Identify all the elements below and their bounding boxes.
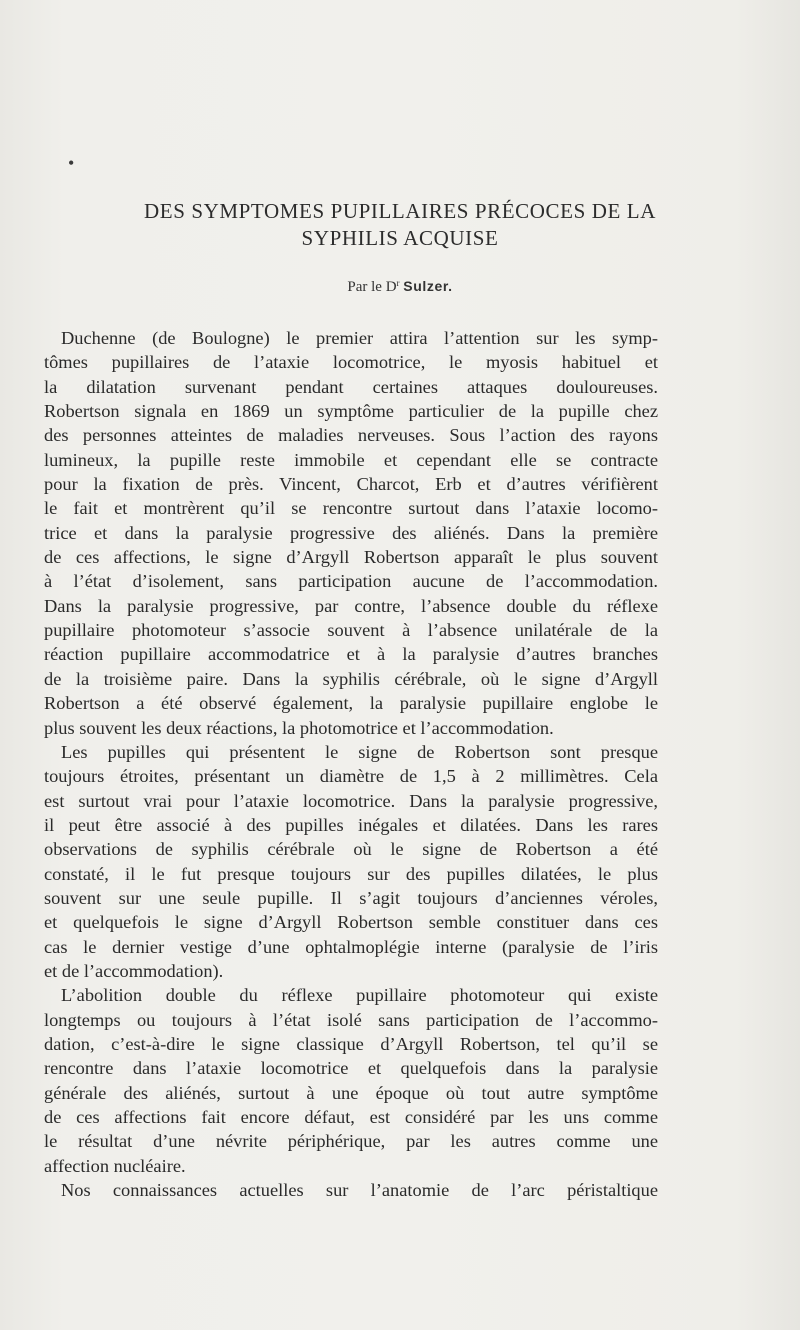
page-marker: • (68, 153, 75, 173)
text-line: pupillaire photomoteur s’associe souvent à l’absence unilatérale de la (44, 620, 658, 641)
text-line: longtemps ou toujours à l’état isolé sans participation de l’accommo- (44, 1009, 658, 1030)
author-name: Sulzer. (403, 278, 453, 294)
article-body (44, 326, 658, 1202)
text-line: la dilatation survenant pendant certaines attaques douloureuses. (44, 376, 658, 397)
author-byline (40, 278, 760, 296)
text-line: rencontre dans l’ataxie locomotrice et quelquefois dans la paralysie (44, 1058, 658, 1079)
title-line-2: SYPHILIS ACQUISE (301, 226, 499, 250)
text-line: cas le dernier vestige d’une ophtalmoplégie interne (paralysie de l’iris (44, 936, 658, 957)
text-line: lumineux, la pupille reste immobile et cependant elle se contracte (44, 449, 658, 470)
text-line: le fait et montrèrent qu’il se rencontre surtout dans l’ataxie locomo- (44, 498, 658, 519)
title-line-1: DES SYMPTOMES PUPILLAIRES PRÉCOCES DE LA (144, 199, 656, 223)
text-line: tômes pupillaires de l’ataxie locomotrice, le myosis habituel et (44, 352, 658, 373)
text-line: de la troisième paire. Dans la syphilis cérébrale, où le signe d’Argyll (44, 668, 658, 689)
text-line: de ces affections fait encore défaut, est considéré par les uns comme (44, 1107, 658, 1127)
text-line: est surtout vrai pour l’ataxie locomotrice. Dans la paralysie progressive, (44, 790, 658, 811)
text-line: réaction pupillaire accommodatrice et à la paralysie d’autres branches (44, 644, 658, 665)
text-line: à l’état d’isolement, sans participation aucune de l’accommodation. (44, 571, 658, 592)
text-line: toujours étroites, présentant un diamètre de 1,5 à 2 millimètres. Cela (44, 766, 658, 787)
text-line: dation, c’est-à-dire le signe classique d’Argyll Robertson, tel qu’il se (44, 1033, 658, 1054)
text-line: le résultat d’une névrite périphérique, par les autres comme une (44, 1131, 658, 1152)
text-line: Robertson a été observé également, la paralysie pupillaire englobe le (44, 693, 658, 714)
text-line: générale des aliénés, surtout à une époque où tout autre symptôme (44, 1082, 658, 1103)
text-line: plus souvent les deux réactions, la photomotrice et l’accommodation. (44, 717, 554, 738)
text-line: il peut être associé à des pupilles inégales et dilatées. Dans les rares (44, 814, 658, 835)
text-line: pour la fixation de près. Vincent, Charcot, Erb et d’autres vérifièrent (44, 474, 658, 495)
text-line: souvent sur une seule pupille. Il s’agit toujours d’anciennes véroles, (44, 887, 658, 908)
text-line: L’abolition double du réflexe pupillaire photomoteur qui existe (61, 985, 658, 1006)
text-line: des personnes atteintes de maladies nerveuses. Sous l’action des rayons (44, 425, 658, 446)
text-line: affection nucléaire. (44, 1155, 186, 1176)
text-line: et quelquefois le signe d’Argyll Robertson semble constituer dans ces (44, 912, 658, 933)
article-title (40, 198, 760, 252)
text-line: constaté, il le fut presque toujours sur des pupilles dilatées, le plus (44, 863, 658, 884)
text-line: de ces affections, le signe d’Argyll Robertson apparaît le plus souvent (44, 547, 658, 568)
text-line: observations de syphilis cérébrale où le signe de Robertson a été (44, 839, 658, 860)
text-line: trice et dans la paralysie progressive des aliénés. Dans la première (44, 522, 658, 543)
author-title-sup: r (396, 278, 400, 288)
text-line: et de l’accommodation). (44, 960, 224, 981)
author-prefix: Par le D (347, 279, 397, 295)
text-line: Duchenne (de Boulogne) le premier attira l’attention sur les symp- (61, 328, 658, 348)
text-line: Nos connaissances actuelles sur l’anatomie de l’arc péristaltique (61, 1180, 658, 1201)
text-line: Robertson signala en 1869 un symptôme particulier de la pupille chez (44, 401, 658, 422)
text-line: Les pupilles qui présentent le signe de Robertson sont presque (61, 741, 658, 762)
text-line: Dans la paralysie progressive, par contre, l’absence double du réflexe (44, 595, 658, 616)
